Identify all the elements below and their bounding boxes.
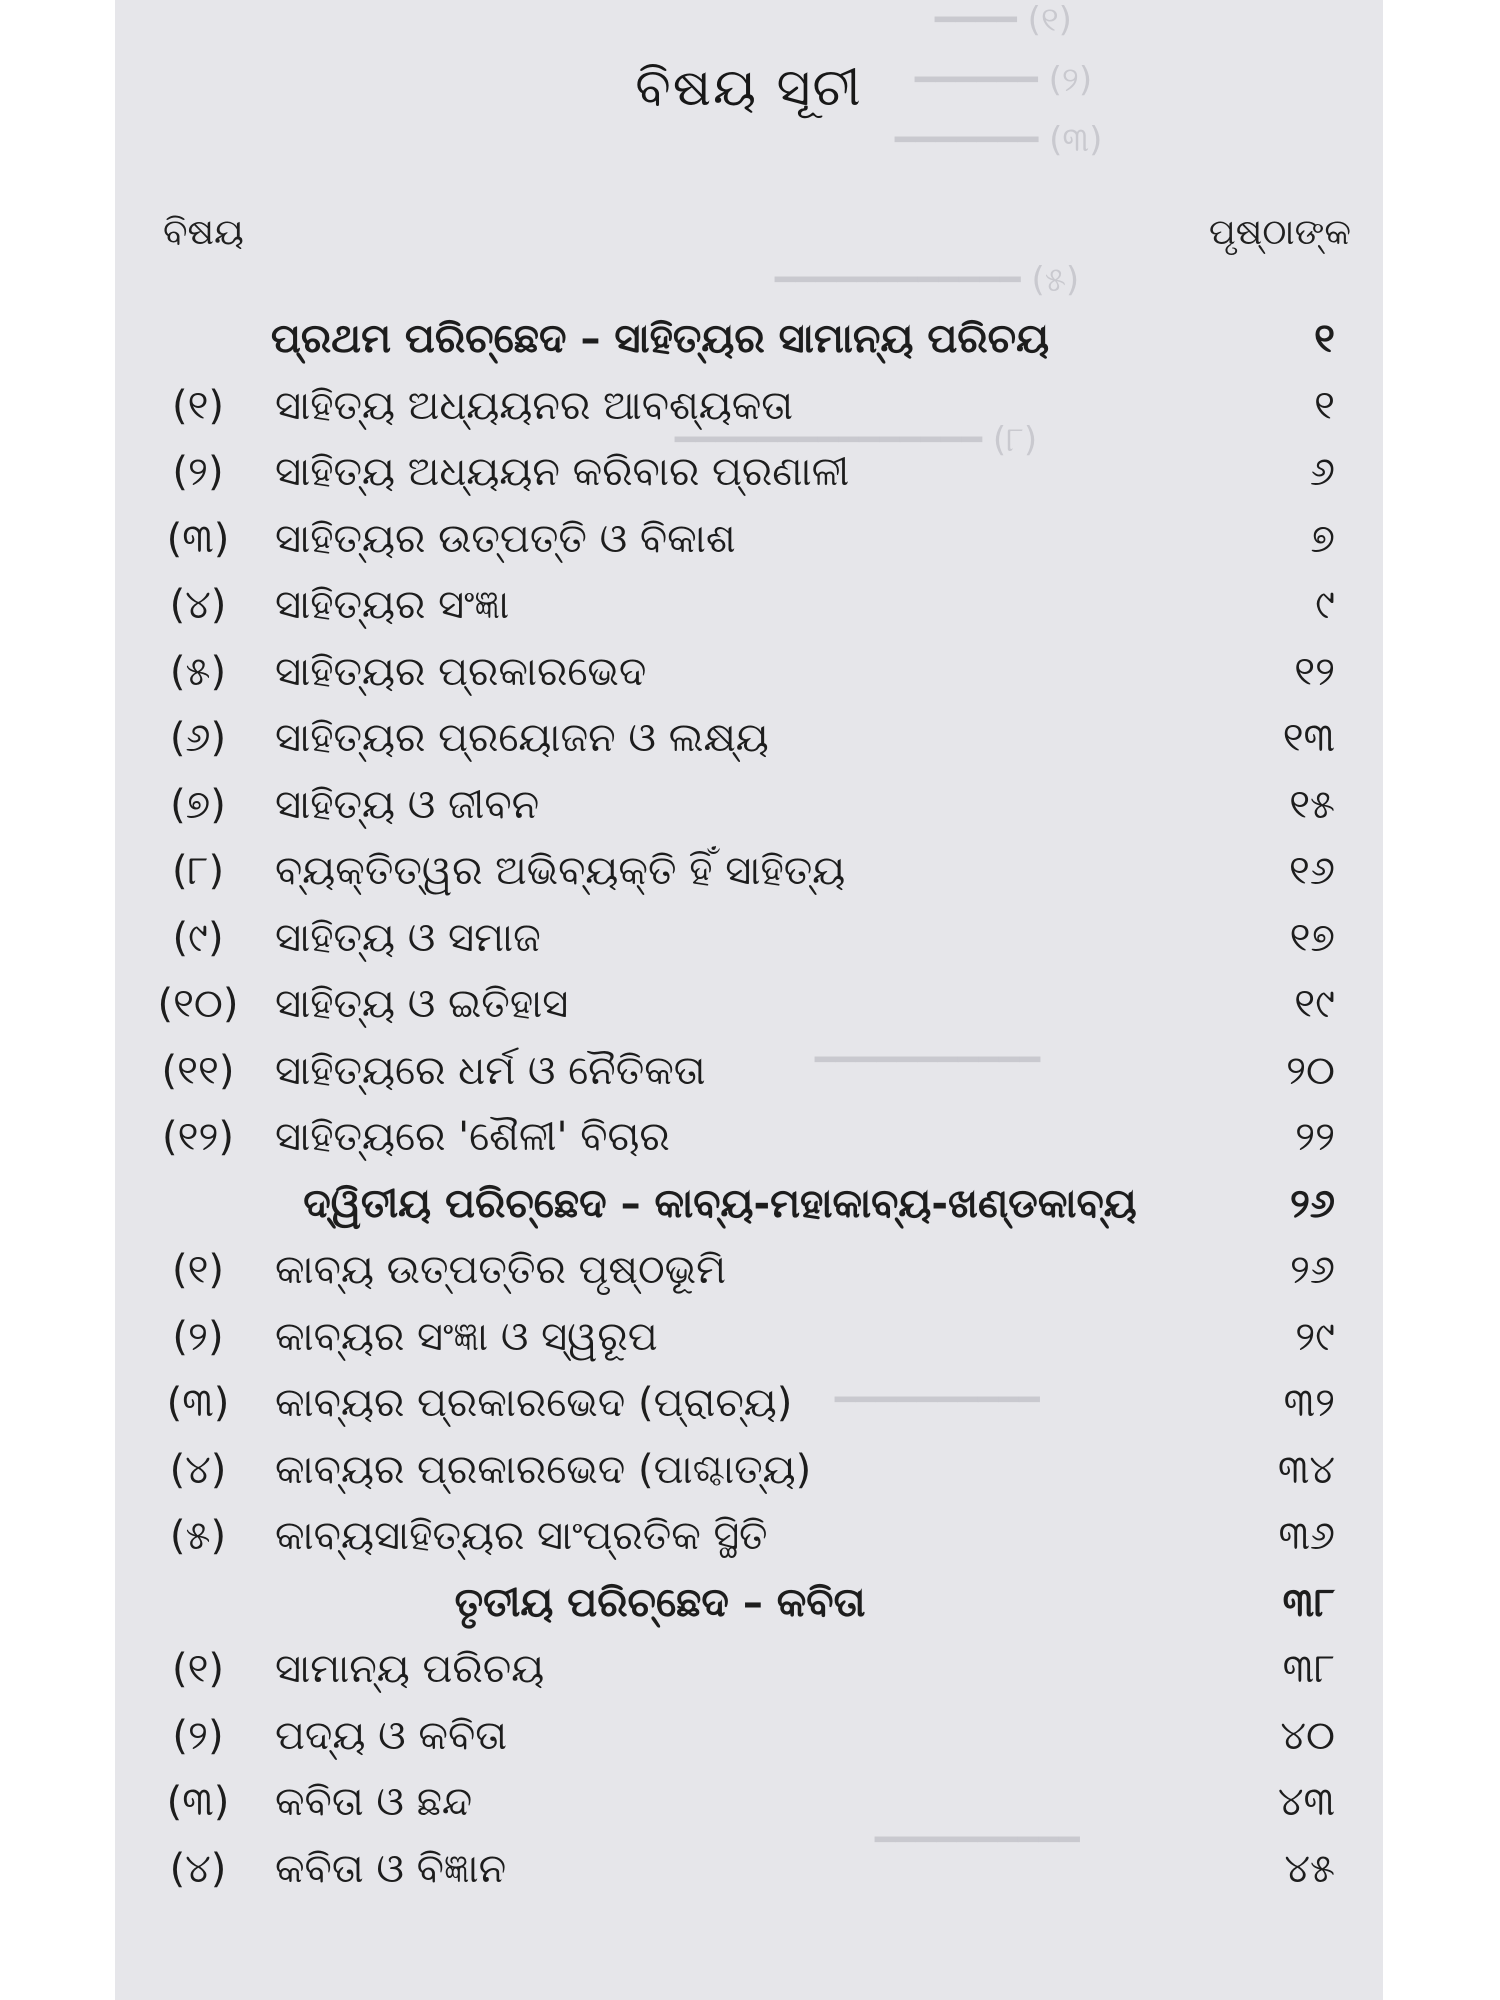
bleed-through-text: ━━━━ (୧) — [935, 0, 1072, 40]
entry-page-number: ୧ — [1314, 382, 1335, 429]
bleed-through-text: ━━━━━━━ (୩) — [895, 120, 1103, 160]
bleed-through-text: ━━━━━━ (୨) — [915, 60, 1093, 100]
toc-entry — [115, 1640, 1383, 1698]
entry-number: (୮) — [171, 848, 225, 894]
toc-entry — [115, 776, 1383, 834]
entry-number: (୧୧) — [161, 1047, 235, 1094]
column-header-subject: ବିଷୟ — [163, 212, 244, 253]
entry-title: କାବ୍ୟର ସଂଜ୍ଞା ଓ ସ୍ୱରୂପ — [275, 1313, 658, 1360]
toc-entry — [115, 576, 1383, 634]
entry-title: ସାମାନ୍ୟ ପରିଚୟ — [275, 1646, 545, 1692]
chapter-heading — [115, 310, 1383, 368]
entry-page-number: ୨୬ — [1289, 1180, 1335, 1227]
entry-title: କାବ୍ୟର ପ୍ରକାରଭେଦ (ପାଶ୍ଚାତ୍ୟ) — [275, 1446, 812, 1493]
entry-page-number: ୬ — [1309, 449, 1335, 495]
entry-number: (୧୨) — [162, 1114, 234, 1160]
entry-title: ସାହିତ୍ୟ ଓ ସମାଜ — [275, 914, 541, 961]
entry-page-number: ୭ — [1310, 515, 1335, 562]
entry-page-number: ୩୬ — [1278, 1513, 1335, 1559]
entry-number: (୯) — [172, 914, 224, 961]
entry-title: ସାହିତ୍ୟ ଓ ଜୀବନ — [275, 781, 540, 828]
entry-number: (୧) — [171, 1247, 225, 1293]
toc-entry — [115, 709, 1383, 767]
entry-title: ସାହିତ୍ୟ ଅଧ୍ୟୟନ କରିବାର ପ୍ରଣାଳୀ — [275, 449, 850, 495]
toc-entry — [115, 1374, 1383, 1432]
toc-entry — [115, 1241, 1383, 1299]
entry-title: ପଦ୍ୟ ଓ କବିତା — [275, 1712, 508, 1759]
toc-entry — [115, 975, 1383, 1033]
entry-number: (୫) — [169, 648, 227, 695]
entry-page-number: ୧୭ — [1289, 914, 1335, 961]
page-title: ବିଷୟ ସୂଚୀ — [635, 58, 863, 118]
entry-title: ସାହିତ୍ୟରେ 'ଶୈଳୀ' ବିଚାର — [275, 1114, 670, 1160]
entry-page-number: ୯ — [1315, 582, 1335, 628]
toc-entry — [115, 510, 1383, 568]
entry-title: ସାହିତ୍ୟ ଅଧ୍ୟୟନର ଆବଶ୍ୟକତା — [275, 382, 794, 429]
entry-number: (୧୦) — [157, 981, 239, 1027]
entry-page-number: ୨୯ — [1295, 1313, 1335, 1360]
entry-title: କବିତା ଓ ଛନ୍ଦ — [275, 1779, 473, 1825]
entry-page-number: ୩୪ — [1277, 1446, 1335, 1493]
toc-entry — [115, 1441, 1383, 1499]
toc-entry — [115, 909, 1383, 967]
toc-entry — [115, 1773, 1383, 1831]
entry-number: (୨) — [172, 1712, 224, 1759]
bleed-through-text: ━━━━━━━━━━ — [875, 1820, 1080, 1860]
entry-title: କାବ୍ୟ ଉତ୍ପତ୍ତିର ପୃଷ୍ଠଭୂମି — [275, 1247, 727, 1293]
entry-page-number: ୪୫ — [1284, 1845, 1335, 1892]
entry-number: (୪) — [169, 1446, 227, 1493]
book-page — [115, 0, 1383, 2000]
entry-page-number: ୩୮ — [1282, 1646, 1335, 1692]
chapter-heading — [115, 1574, 1383, 1632]
entry-page-number: ୧୩ — [1282, 715, 1335, 761]
entry-number: (୧) — [171, 382, 225, 429]
entry-title: ସାହିତ୍ୟର ପ୍ରକାରଭେଦ — [275, 648, 647, 695]
entry-number: (୩) — [166, 515, 230, 562]
entry-number: (୪) — [169, 1845, 227, 1892]
chapter-title: ତୃତୀୟ ପରିଚ୍ଛେଦ – କବିତା — [454, 1579, 866, 1626]
entry-page-number: ୪୩ — [1277, 1779, 1335, 1825]
entry-number: (୧) — [171, 1646, 225, 1692]
entry-title: ସାହିତ୍ୟର ପ୍ରୟୋଜନ ଓ ଲକ୍ଷ୍ୟ — [275, 715, 769, 761]
entry-title: ସାହିତ୍ୟର ଉତ୍ପତ୍ତି ଓ ବିକାଶ — [275, 515, 736, 562]
entry-page-number: ୧୫ — [1289, 781, 1335, 828]
entry-page-number: ୪୦ — [1280, 1712, 1335, 1759]
entry-page-number: ୩୮ — [1282, 1579, 1335, 1626]
bleed-through-text: ━━━━━━━━━━━━ (୫) — [775, 260, 1080, 300]
toc-entry — [115, 1707, 1383, 1765]
toc-entry — [115, 842, 1383, 900]
toc-entry — [115, 443, 1383, 501]
entry-number: (୩) — [166, 1779, 230, 1825]
toc-entry — [115, 643, 1383, 701]
entry-number: (୩) — [166, 1380, 230, 1426]
toc-entry — [115, 1308, 1383, 1366]
entry-title: କାବ୍ୟର ପ୍ରକାରଭେଦ (ପ୍ରାଚ୍ୟ) — [275, 1380, 793, 1426]
toc-entry — [115, 377, 1383, 435]
column-header-page: ପୃଷ୍ଠାଙ୍କ — [1208, 212, 1351, 253]
entry-page-number: ୩୨ — [1283, 1380, 1335, 1426]
entry-number: (୨) — [172, 449, 224, 495]
toc-entry — [115, 1042, 1383, 1100]
entry-title: ସାହିତ୍ୟ ଓ ଇତିହାସ — [275, 981, 569, 1027]
entry-number: (୫) — [169, 1513, 227, 1559]
bleed-through-text: ━━━━━━━━━━━ — [815, 1040, 1041, 1080]
entry-page-number: ୧ — [1314, 316, 1335, 362]
entry-title: ବ୍ୟକ୍ତିତ୍ୱର ଅଭିବ୍ୟକ୍ତି ହିଁ ସାହିତ୍ୟ — [275, 848, 846, 894]
entry-number: (୬) — [169, 715, 227, 761]
toc-entry — [115, 1840, 1383, 1898]
entry-title: କାବ୍ୟସାହିତ୍ୟର ସାଂପ୍ରତିକ ସ୍ଥିତି — [275, 1513, 768, 1559]
entry-number: (୨) — [172, 1313, 224, 1360]
bleed-through-text: ━━━━━━━━━━━━━━━ (୮) — [675, 420, 1038, 460]
entry-number: (୪) — [169, 582, 227, 628]
chapter-title: ପ୍ରଥମ ପରିଚ୍ଛେଦ – ସାହିତ୍ୟର ସାମାନ୍ୟ ପରିଚୟ — [270, 316, 1050, 362]
entry-title: ସାହିତ୍ୟରେ ଧର୍ମ ଓ ନୈତିକତା — [275, 1047, 706, 1094]
entry-page-number: ୨୬ — [1289, 1247, 1335, 1293]
bleed-through-text: ━━━━━━━━━━ — [835, 1380, 1040, 1420]
toc-entry — [115, 1507, 1383, 1565]
chapter-heading — [115, 1175, 1383, 1233]
entry-number: (୭) — [170, 781, 226, 828]
entry-title: କବିତା ଓ ବିଜ୍ଞାନ — [275, 1845, 507, 1892]
toc-entry — [115, 1108, 1383, 1166]
entry-title: ସାହିତ୍ୟର ସଂଜ୍ଞା — [275, 582, 510, 628]
entry-page-number: ୧୬ — [1289, 848, 1335, 894]
entry-page-number: ୧୨ — [1294, 648, 1335, 695]
entry-page-number: ୨୨ — [1295, 1114, 1335, 1160]
entry-page-number: ୨୦ — [1286, 1047, 1335, 1094]
chapter-title: ଦ୍ୱିତୀୟ ପରିଚ୍ଛେଦ – କାବ୍ୟ-ମହାକାବ୍ୟ-ଖଣ୍ଡକାବ୍ୟ — [303, 1180, 1137, 1227]
entry-page-number: ୧୯ — [1294, 981, 1335, 1027]
